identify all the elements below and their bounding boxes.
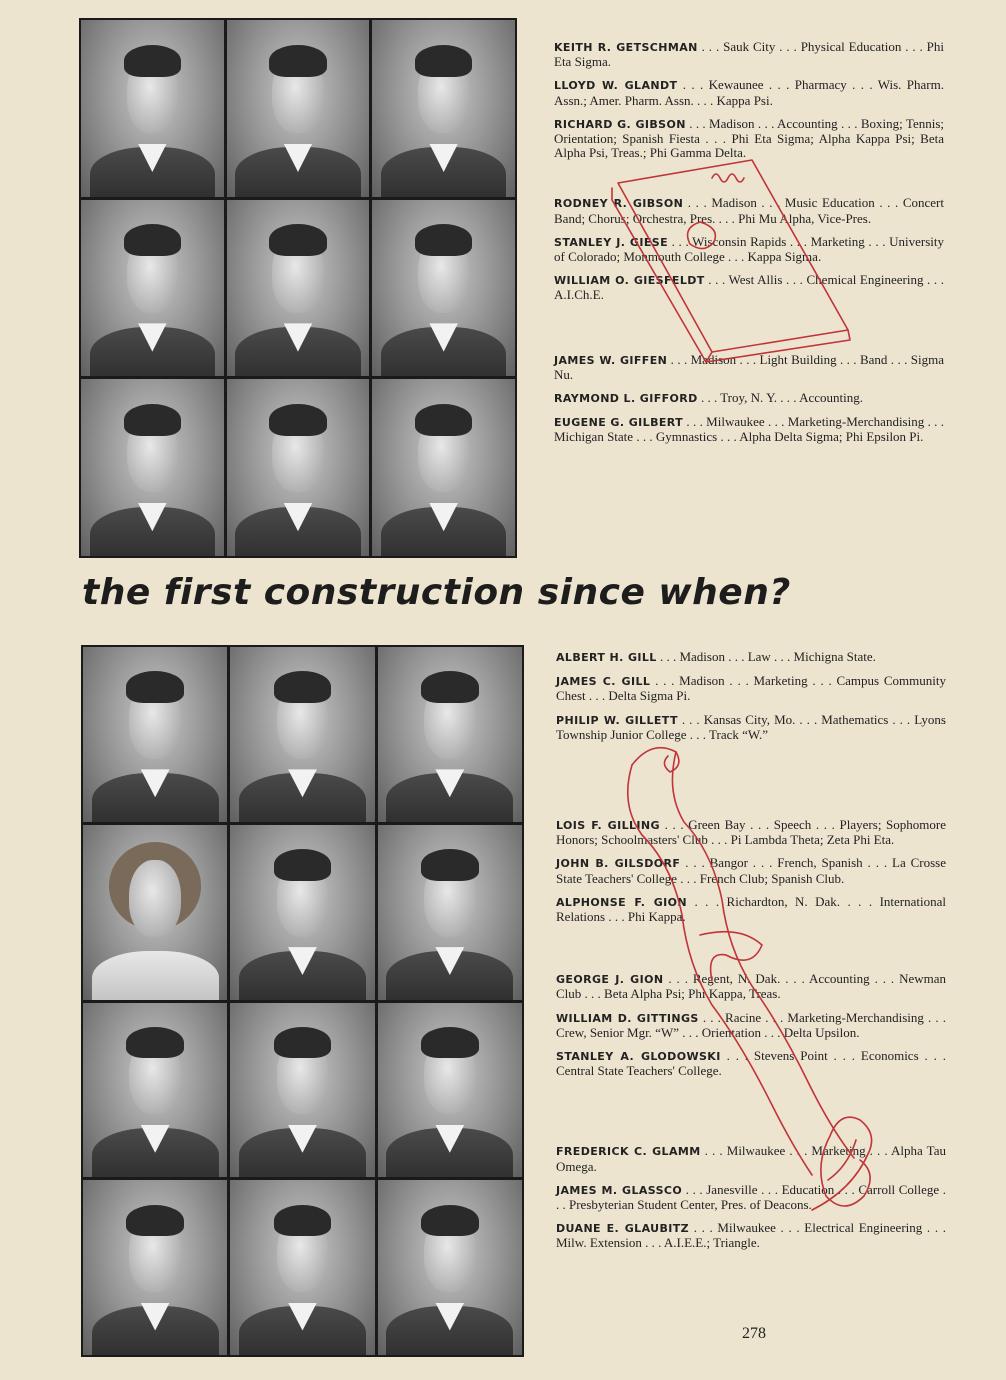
entry xyxy=(556,818,946,847)
student-details: . . . Kansas City, Mo. . . . Mathematics . . . Lyons Township Junior College . . . Track “W.” xyxy=(556,711,946,742)
student-name: JAMES M. GLASSCO xyxy=(556,1183,683,1197)
entry xyxy=(554,353,944,382)
page-number: 278 xyxy=(742,1325,766,1342)
entry xyxy=(554,40,944,69)
student-details: . . . Regent, N. Dak. . . . Accounting . . . Newman Club . . . Beta Alpha Psi; Phi Kappa, Treas. xyxy=(556,971,946,1002)
student-name: GEORGE J. GION xyxy=(556,973,664,987)
student-details: . . . Bangor . . . French, Spanish . . . La Crosse State Teachers' College . . . French Club; Spanish Club. xyxy=(556,855,947,886)
portrait-photo xyxy=(227,200,370,377)
portrait-photo xyxy=(81,200,224,377)
entry xyxy=(554,235,944,264)
portrait-photo xyxy=(227,20,370,197)
student-details: . . . Madison . . . Music Education . . . Concert Band; Chorus; Orchestra, Pres. . . . Phi Mu Alpha, Vice-Pres. xyxy=(554,195,944,226)
portrait-photo xyxy=(378,647,522,822)
student-details: . . . Green Bay . . . Speech . . . Players; Sophomore Honors; Schoolmasters' Club . . . Pi Lambda Theta; Zeta Phi Eta. xyxy=(556,817,946,848)
student-details: . . . Janesville . . . Education . . . Carroll College . . . Presbyterian Student Center, Pres. of Deacons. xyxy=(556,1181,947,1213)
entry xyxy=(556,674,946,703)
student-name: DUANE E. GLAUBITZ xyxy=(556,1222,690,1236)
portrait-photo xyxy=(372,379,515,556)
entry xyxy=(554,273,944,302)
student-details: . . . Milwaukee . . . Marketing . . . Alpha Tau Omega. xyxy=(556,1143,946,1174)
student-name: ALBERT H. GILL xyxy=(556,651,657,664)
entry xyxy=(556,1049,946,1078)
student-details: . . . Milwaukee . . . Electrical Engineering . . . Milw. Extension . . . A.I.E.E.; Triangle. xyxy=(556,1220,946,1251)
student-name: PHILIP W. GILLETT xyxy=(556,713,678,727)
student-name: STANLEY A. GLODOWSKI xyxy=(556,1050,721,1064)
student-name: EUGENE G. GILBERT xyxy=(554,416,684,430)
portrait-photo xyxy=(372,20,515,197)
portrait-photo xyxy=(230,1003,374,1178)
student-details: . . . Stevens Point . . . Economics . . . Central State Teachers' College. xyxy=(556,1048,946,1079)
top-entries xyxy=(554,40,944,445)
bottom-portrait-grid xyxy=(81,645,524,1357)
entry xyxy=(556,1221,946,1250)
page-headline: the first construction since when? xyxy=(82,572,791,613)
entry xyxy=(554,78,944,107)
entry xyxy=(554,391,944,406)
student-name: LLOYD W. GLANDT xyxy=(554,79,678,93)
student-name: RICHARD G. GIBSON xyxy=(554,117,686,131)
portrait-photo xyxy=(230,647,374,822)
student-name: FREDERICK C. GLAMM xyxy=(556,1145,701,1159)
entry xyxy=(556,856,946,885)
portrait-photo xyxy=(81,20,224,197)
student-name: WILLIAM D. GITTINGS xyxy=(556,1011,699,1025)
entry xyxy=(556,895,946,924)
portrait-photo xyxy=(378,1180,522,1355)
top-portrait-grid xyxy=(79,18,517,558)
portrait-photo xyxy=(83,825,227,1000)
student-details: . . . Madison . . . Law . . . Michigna State. xyxy=(656,649,876,664)
entry xyxy=(556,972,946,1001)
entry xyxy=(556,1183,946,1212)
entry xyxy=(554,415,944,444)
portrait-photo xyxy=(230,1180,374,1355)
entry xyxy=(556,1144,946,1173)
student-details: . . . West Allis . . . Chemical Engineering . . . A.I.Ch.E. xyxy=(554,272,944,303)
bottom-entries xyxy=(556,650,946,1251)
portrait-photo xyxy=(81,379,224,556)
entry xyxy=(556,713,946,742)
student-details: . . . Madison . . . Accounting . . . Boxing; Tennis; Orientation; Spanish Fiesta . . . Phi Eta Sigma; Alpha Kappa Psi; Beta Alpha Psi, Treas.; Phi Gamma Delta. xyxy=(554,115,944,161)
portrait-photo xyxy=(378,825,522,1000)
portrait-photo xyxy=(230,825,374,1000)
student-name: JAMES W. GIFFEN xyxy=(554,353,668,367)
entry xyxy=(556,650,946,665)
student-details: . . . Madison . . . Light Building . . . Band . . . Sigma Nu. xyxy=(554,351,944,382)
student-name: WILLIAM O. GIESFELDT xyxy=(554,274,705,288)
portrait-photo xyxy=(378,1003,522,1178)
student-name: STANLEY J. GIESE xyxy=(554,235,668,249)
student-name: LOIS F. GILLING xyxy=(556,819,660,833)
student-details: . . . Wisconsin Rapids . . . Marketing . . . University of Colorado; Monmouth College . . . Kappa Sigma. xyxy=(554,233,944,265)
student-details: . . . Madison . . . Marketing . . . Campus Community Chest . . . Delta Sigma Pi. xyxy=(556,673,946,704)
portrait-photo xyxy=(227,379,370,556)
entry xyxy=(554,196,944,225)
portrait-photo xyxy=(372,200,515,377)
student-name: ALPHONSE F. GION xyxy=(556,895,687,909)
student-details: . . . Sauk City . . . Physical Education . . . Phi Eta Sigma. xyxy=(554,39,945,70)
student-name: JAMES C. GILL xyxy=(556,675,651,689)
student-details: . . . Racine . . . Marketing-Merchandising . . . Crew, Senior Mgr. “W” . . . Orientation . . . Delta Upsilon. xyxy=(556,1009,946,1040)
student-name: RODNEY R. GIBSON xyxy=(554,197,684,211)
student-details: . . . Troy, N. Y. . . . Accounting. xyxy=(697,390,863,406)
student-details: . . . Richardton, N. Dak. . . . International Relations . . . Phi Kappa. xyxy=(556,893,946,925)
entry xyxy=(556,1011,946,1040)
entry xyxy=(554,117,944,161)
portrait-photo xyxy=(83,1180,227,1355)
student-name: RAYMOND L. GIFFORD xyxy=(554,392,698,406)
student-details: . . . Milwaukee . . . Marketing-Merchandising . . . Michigan State . . . Gymnastics . . . Alpha Delta Sigma; Phi Epsilon Pi. xyxy=(554,414,944,445)
student-name: JOHN B. GILSDORF xyxy=(556,857,681,871)
student-details: . . . Kewaunee . . . Pharmacy . . . Wis. Pharm. Assn.; Amer. Pharm. Assn. . . . Kappa Psi. xyxy=(554,77,944,108)
student-name: KEITH R. GETSCHMAN xyxy=(554,41,698,54)
portrait-photo xyxy=(83,647,227,822)
portrait-photo xyxy=(83,1003,227,1178)
